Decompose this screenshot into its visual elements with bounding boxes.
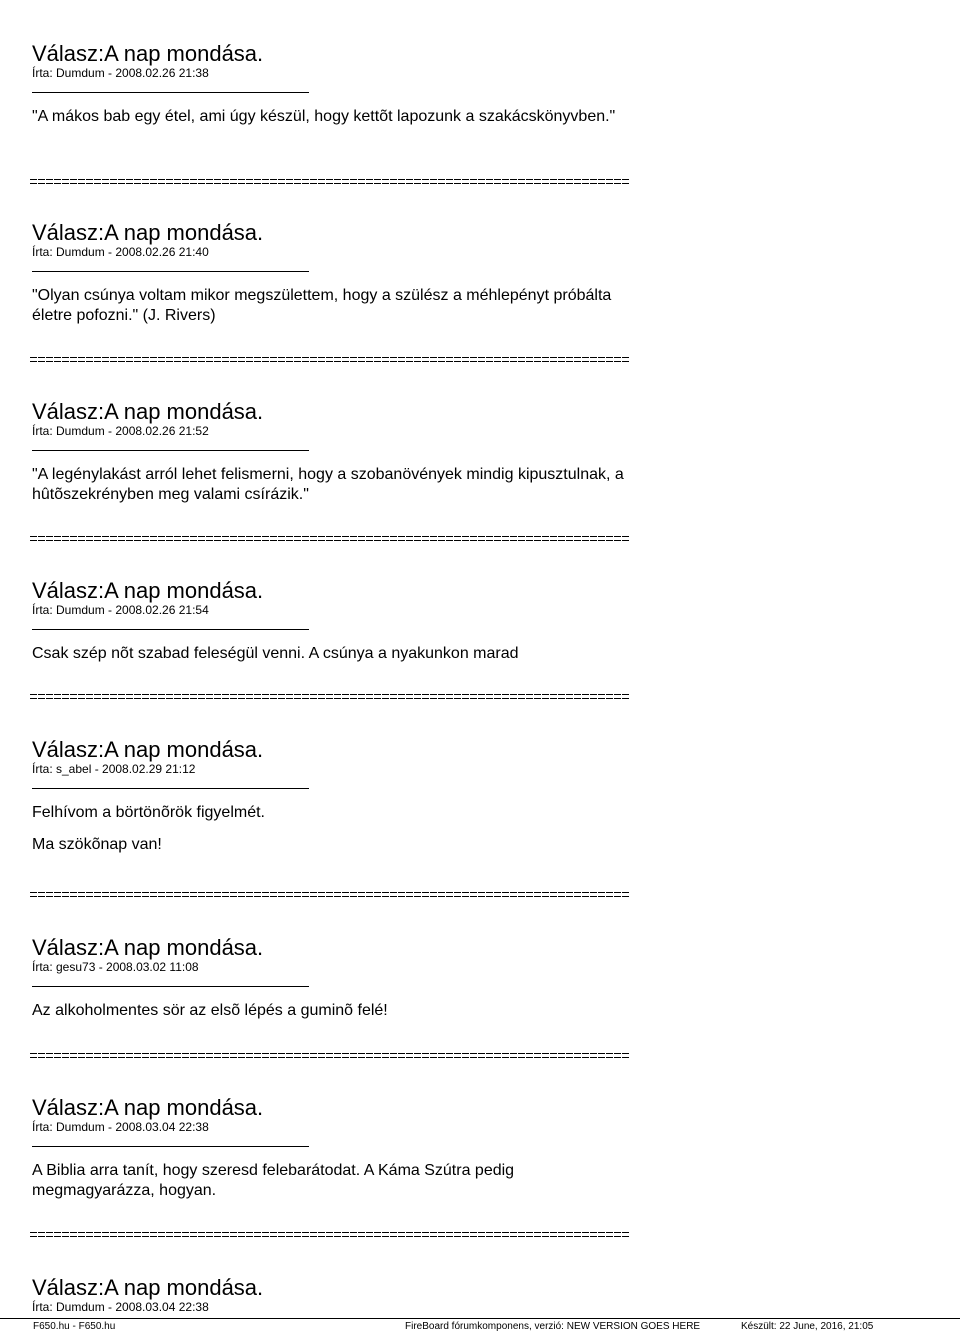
meta-divider [32, 450, 309, 451]
post-meta: Írta: Dumdum - 2008.02.26 21:52 [32, 424, 209, 438]
forum-post [32, 221, 632, 326]
post-title: Válasz:A nap mondása. [32, 41, 264, 66]
footer-site: F650.hu - F650.hu [33, 1321, 116, 1332]
forum-post [32, 1276, 632, 1314]
post-meta: Írta: Dumdum - 2008.02.26 21:54 [32, 603, 209, 617]
post-separator [30, 355, 630, 364]
forum-post [32, 1096, 632, 1201]
post-body [32, 107, 632, 127]
post-body [32, 644, 632, 664]
post-text: "A mákos bab egy étel, ami úgy készül, hogy kettõt lapozunk a szakácskönyvben." [32, 108, 616, 125]
post-separator [30, 890, 630, 899]
post-meta: Írta: gesu73 - 2008.03.02 11:08 [32, 960, 199, 974]
meta-divider [32, 271, 309, 272]
forum-post [32, 936, 632, 1021]
post-text: "Olyan csúnya voltam mikor megszülettem, hogy a szülész a méhlepényt próbálta életre pofozni." (J. Rivers) [32, 287, 612, 324]
post-body [32, 803, 632, 855]
meta-divider [32, 629, 309, 630]
post-title: Válasz:A nap mondása. [32, 578, 264, 603]
forum-post [32, 579, 632, 664]
meta-divider [32, 92, 309, 93]
post-separator [30, 1230, 630, 1239]
post-separator [30, 692, 630, 701]
post-separator [30, 534, 630, 543]
post-title: Válasz:A nap mondása. [32, 1275, 264, 1300]
post-body [32, 1161, 632, 1201]
post-text: Felhívom a börtönõrök figyelmét. [32, 804, 265, 821]
post-title: Válasz:A nap mondása. [32, 935, 264, 960]
forum-post [32, 400, 632, 505]
post-text: Ma szökõnap van! [32, 836, 162, 853]
post-separator [30, 1051, 630, 1060]
post-text: A Biblia arra tanít, hogy szeresd felebarátodat. A Káma Szútra pedig megmagyarázza, hogyan. [32, 1162, 515, 1199]
footer-software: FireBoard fórumkomponens, verzió: NEW VERSION GOES HERE [405, 1321, 701, 1332]
forum-post [32, 738, 632, 855]
meta-divider [32, 1146, 309, 1147]
post-title: Válasz:A nap mondása. [32, 1095, 264, 1120]
post-meta: Írta: Dumdum - 2008.02.26 21:38 [32, 66, 209, 80]
post-body [32, 1001, 632, 1021]
post-title: Válasz:A nap mondása. [32, 399, 264, 424]
post-body [32, 465, 632, 505]
forum-post [32, 42, 632, 127]
post-title: Válasz:A nap mondása. [32, 737, 264, 762]
post-body [32, 286, 632, 326]
meta-divider [32, 986, 309, 987]
page-footer [0, 1318, 960, 1333]
post-text: "A legénylakást arról lehet felismerni, hogy a szobanövények mindig kipusztulnak, a hûtõszekrényben meg valami csírázik." [32, 466, 624, 503]
post-title: Válasz:A nap mondása. [32, 220, 264, 245]
post-meta: Írta: s_abel - 2008.02.29 21:12 [32, 762, 196, 776]
post-text: Az alkoholmentes sör az elsõ lépés a guminõ felé! [32, 1002, 388, 1019]
meta-divider [32, 788, 309, 789]
footer-generated: Készült: 22 June, 2016, 21:05 [741, 1321, 874, 1332]
post-meta: Írta: Dumdum - 2008.03.04 22:38 [32, 1300, 209, 1314]
post-separator [30, 177, 630, 186]
post-text: Csak szép nõt szabad feleségül venni. A csúnya a nyakunkon marad [32, 645, 519, 662]
post-meta: Írta: Dumdum - 2008.03.04 22:38 [32, 1120, 209, 1134]
post-meta: Írta: Dumdum - 2008.02.26 21:40 [32, 245, 209, 259]
